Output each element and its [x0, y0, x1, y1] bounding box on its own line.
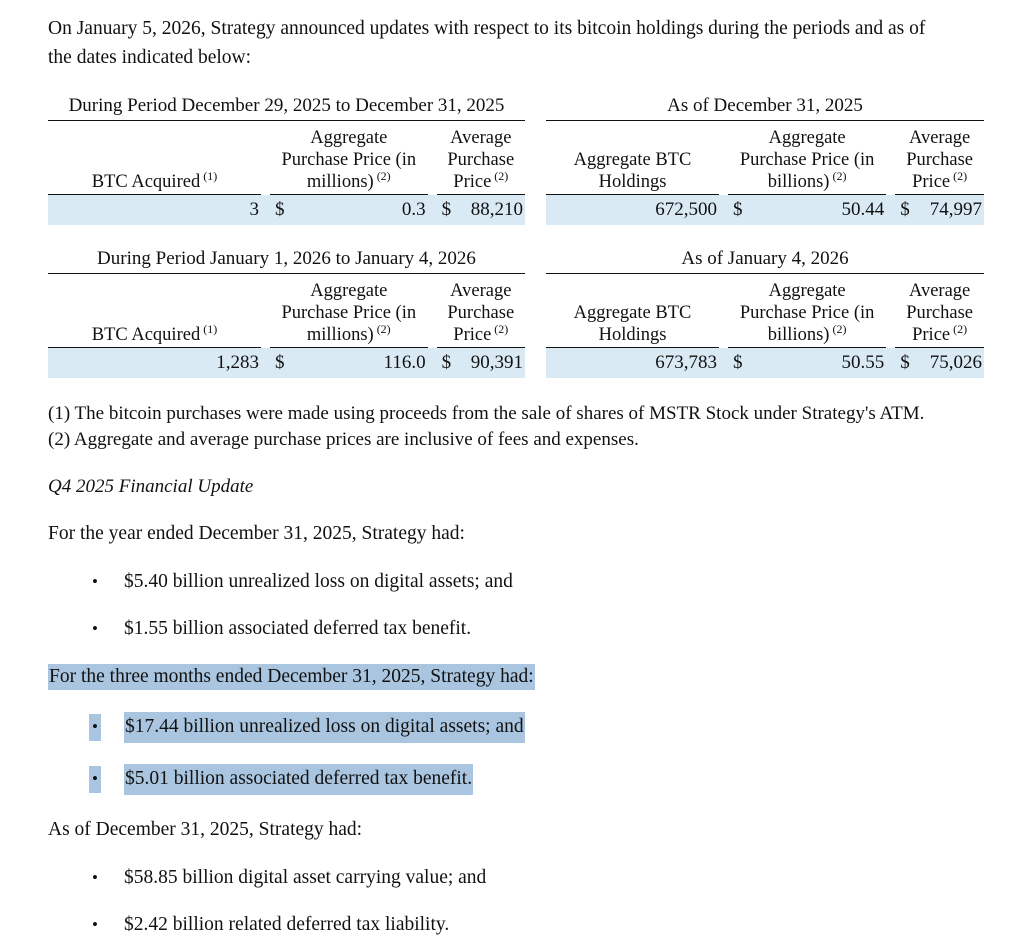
table-row	[48, 348, 525, 379]
header-line: Holdings	[598, 325, 667, 345]
table-column-header	[895, 280, 984, 348]
group-lead-text: As of December 31, 2025, Strategy had:	[48, 819, 363, 840]
table-column-gap	[428, 127, 437, 195]
bullet-marker-wrap	[88, 572, 102, 592]
table-half-asof	[546, 94, 984, 225]
table-cell-currency: $	[728, 348, 751, 379]
financial-table-left	[48, 94, 525, 225]
list-item	[48, 865, 976, 891]
table-cell-currency: $	[437, 195, 460, 226]
header-line: Price	[912, 325, 951, 345]
financial-table-block	[48, 247, 982, 378]
table-period-title: As of January 4, 2026	[546, 247, 984, 274]
list-item	[48, 764, 976, 795]
header-line: Average	[450, 281, 512, 301]
header-line: Purchase	[447, 150, 515, 170]
list-item-text: $17.44 billion unrealized loss on digital assets; and	[124, 712, 525, 743]
table-column-gap	[719, 195, 728, 226]
table-column-gap	[261, 195, 270, 226]
intro-paragraph: On January 5, 2026, Strategy announced updates with respect to its bitcoin holdings during the periods and as of the dates indicated below:	[48, 18, 926, 68]
table-cell-value: 50.55	[751, 348, 886, 379]
financial-table-right	[546, 247, 984, 378]
bullet-marker-wrap	[88, 868, 102, 888]
list-item-text: $5.01 billion associated deferred tax benefit.	[124, 764, 473, 795]
footnote-2: (2) Aggregate and average purchase prices are inclusive of fees and expenses.	[48, 429, 639, 450]
header-line: Average	[908, 281, 971, 301]
list-item	[48, 616, 976, 642]
footnote-1: (1) The bitcoin purchases were made using proceeds from the sale of shares of MSTR Stock under Strategy's ATM.	[48, 403, 925, 424]
bullet-icon: •	[89, 766, 101, 793]
table-row	[546, 348, 984, 379]
table-column-gap	[719, 127, 728, 195]
header-line: Aggregate	[768, 281, 846, 301]
table-column-gap	[719, 348, 728, 379]
table-column-gap	[886, 195, 895, 226]
header-line: Price	[453, 172, 492, 192]
list-item-text: $58.85 billion digital asset carrying value; and	[124, 867, 487, 888]
bullet-marker-wrap	[88, 714, 102, 741]
header-line: Price	[912, 172, 951, 192]
header-line: Aggregate BTC	[573, 150, 692, 170]
table-period-title: During Period December 29, 2025 to December 31, 2025	[48, 94, 525, 121]
group-lead-text: For the three months ended December 31, 2025, Strategy had:	[48, 664, 535, 690]
header-line: Purchase	[447, 303, 515, 323]
table-column-gap	[428, 348, 437, 379]
financial-update-groups	[48, 521, 976, 938]
financial-table-left	[48, 247, 525, 378]
bullet-marker-wrap	[88, 619, 102, 639]
table-cell-value: 1,283	[71, 348, 261, 379]
header-line: Average	[450, 128, 512, 148]
header-line: Purchase Price (in	[739, 303, 875, 323]
table-cell-currency	[546, 348, 569, 379]
header-line: Purchase Price (in	[281, 150, 417, 170]
table-cell-currency: $	[270, 348, 293, 379]
table-cell-value: 3	[71, 195, 261, 226]
table-cell-currency	[546, 195, 569, 226]
header-footnote-marker: (1)	[200, 321, 218, 336]
bullet-list	[48, 569, 976, 642]
table-cell-value: 75,026	[918, 348, 984, 379]
table-period-title: During Period January 1, 2026 to January 4, 2026	[48, 247, 525, 274]
list-item-text: $5.40 billion unrealized loss on digital assets; and	[124, 571, 513, 592]
financial-update-group	[48, 817, 976, 938]
table-column-header	[437, 127, 525, 195]
table-column-gap	[261, 348, 270, 379]
bullet-icon: •	[92, 572, 98, 591]
financial-update-group	[48, 664, 976, 795]
table-column-gap	[261, 280, 270, 348]
header-line: Holdings	[598, 172, 667, 192]
header-line: BTC Acquired	[91, 172, 201, 192]
table-column-gap	[428, 195, 437, 226]
table-column-gap	[428, 280, 437, 348]
bullet-icon: •	[92, 619, 98, 638]
header-line: Aggregate BTC	[573, 303, 692, 323]
table-period-title: As of December 31, 2025	[546, 94, 984, 121]
table-column-gap	[261, 127, 270, 195]
table-cell-value: 673,783	[569, 348, 719, 379]
table-cell-currency	[48, 348, 71, 379]
financial-update-group	[48, 521, 976, 642]
table-column-gap	[719, 280, 728, 348]
table-half-period	[48, 94, 525, 225]
list-item-text: $1.55 billion associated deferred tax benefit.	[124, 618, 472, 639]
table-column-gap	[886, 127, 895, 195]
table-cell-value: 672,500	[569, 195, 719, 226]
header-line: Aggregate	[310, 281, 388, 301]
table-cell-currency: $	[270, 195, 293, 226]
financial-table-block	[48, 94, 982, 225]
header-footnote-marker: (2)	[950, 168, 968, 183]
table-cell-value: 88,210	[460, 195, 525, 226]
header-footnote-marker: (2)	[491, 168, 509, 183]
bullet-marker-wrap	[88, 915, 102, 935]
header-line: Aggregate	[310, 128, 388, 148]
header-line: Purchase	[906, 303, 974, 323]
table-half-period	[48, 247, 525, 378]
table-column-header	[895, 127, 984, 195]
bullet-icon: •	[92, 868, 98, 887]
table-column-header	[270, 127, 428, 195]
table-cell-currency	[48, 195, 71, 226]
section-heading-q4-financial-update: Q4 2025 Financial Update	[48, 476, 254, 497]
bullet-list	[48, 865, 976, 938]
header-footnote-marker: (2)	[950, 321, 968, 336]
bullet-icon: •	[92, 915, 98, 934]
financial-tables-container	[48, 94, 982, 378]
table-column-gap	[886, 348, 895, 379]
financial-table-right	[546, 94, 984, 225]
header-line: Average	[908, 128, 971, 148]
header-line: millions)	[306, 325, 374, 345]
table-column-header	[728, 127, 886, 195]
header-footnote-marker: (2)	[491, 321, 509, 336]
table-row	[546, 195, 984, 226]
table-column-gap	[886, 280, 895, 348]
list-item	[48, 912, 976, 938]
table-half-asof	[546, 247, 984, 378]
table-column-header	[546, 280, 719, 348]
header-line: BTC Acquired	[91, 325, 201, 345]
header-line: Price	[453, 325, 492, 345]
bullet-marker-wrap	[88, 766, 102, 793]
table-column-header	[437, 280, 525, 348]
header-line: Purchase Price (in	[739, 150, 875, 170]
header-line: millions)	[306, 172, 374, 192]
header-footnote-marker: (2)	[373, 168, 391, 183]
header-line: Purchase	[906, 150, 974, 170]
group-lead-line	[48, 664, 976, 691]
table-row	[48, 195, 525, 226]
table-column-header	[728, 280, 886, 348]
footnotes-block	[48, 401, 976, 453]
list-item	[48, 569, 976, 595]
bullet-list	[48, 712, 976, 795]
header-line: Aggregate	[768, 128, 846, 148]
header-footnote-marker: (2)	[829, 168, 847, 183]
table-cell-value: 74,997	[918, 195, 984, 226]
group-lead-line	[48, 521, 976, 548]
table-cell-currency: $	[728, 195, 751, 226]
table-column-header	[270, 280, 428, 348]
table-cell-value: 116.0	[293, 348, 428, 379]
header-footnote-marker: (2)	[829, 321, 847, 336]
table-column-header	[546, 127, 719, 195]
table-cell-value: 50.44	[751, 195, 886, 226]
group-lead-text: For the year ended December 31, 2025, Strategy had:	[48, 523, 465, 544]
table-column-header	[48, 280, 261, 348]
header-footnote-marker: (2)	[373, 321, 391, 336]
header-line: billions)	[767, 172, 830, 192]
table-cell-value: 0.3	[293, 195, 428, 226]
table-cell-value: 90,391	[460, 348, 525, 379]
group-lead-line	[48, 817, 976, 844]
table-cell-currency: $	[895, 195, 918, 226]
header-footnote-marker: (1)	[200, 168, 218, 183]
header-line: billions)	[767, 325, 830, 345]
bullet-icon: •	[89, 714, 101, 741]
header-line: Purchase Price (in	[281, 303, 417, 323]
list-item-text: $2.42 billion related deferred tax liability.	[124, 914, 450, 935]
table-cell-currency: $	[437, 348, 460, 379]
table-cell-currency: $	[895, 348, 918, 379]
list-item	[48, 712, 976, 743]
table-column-header	[48, 127, 261, 195]
